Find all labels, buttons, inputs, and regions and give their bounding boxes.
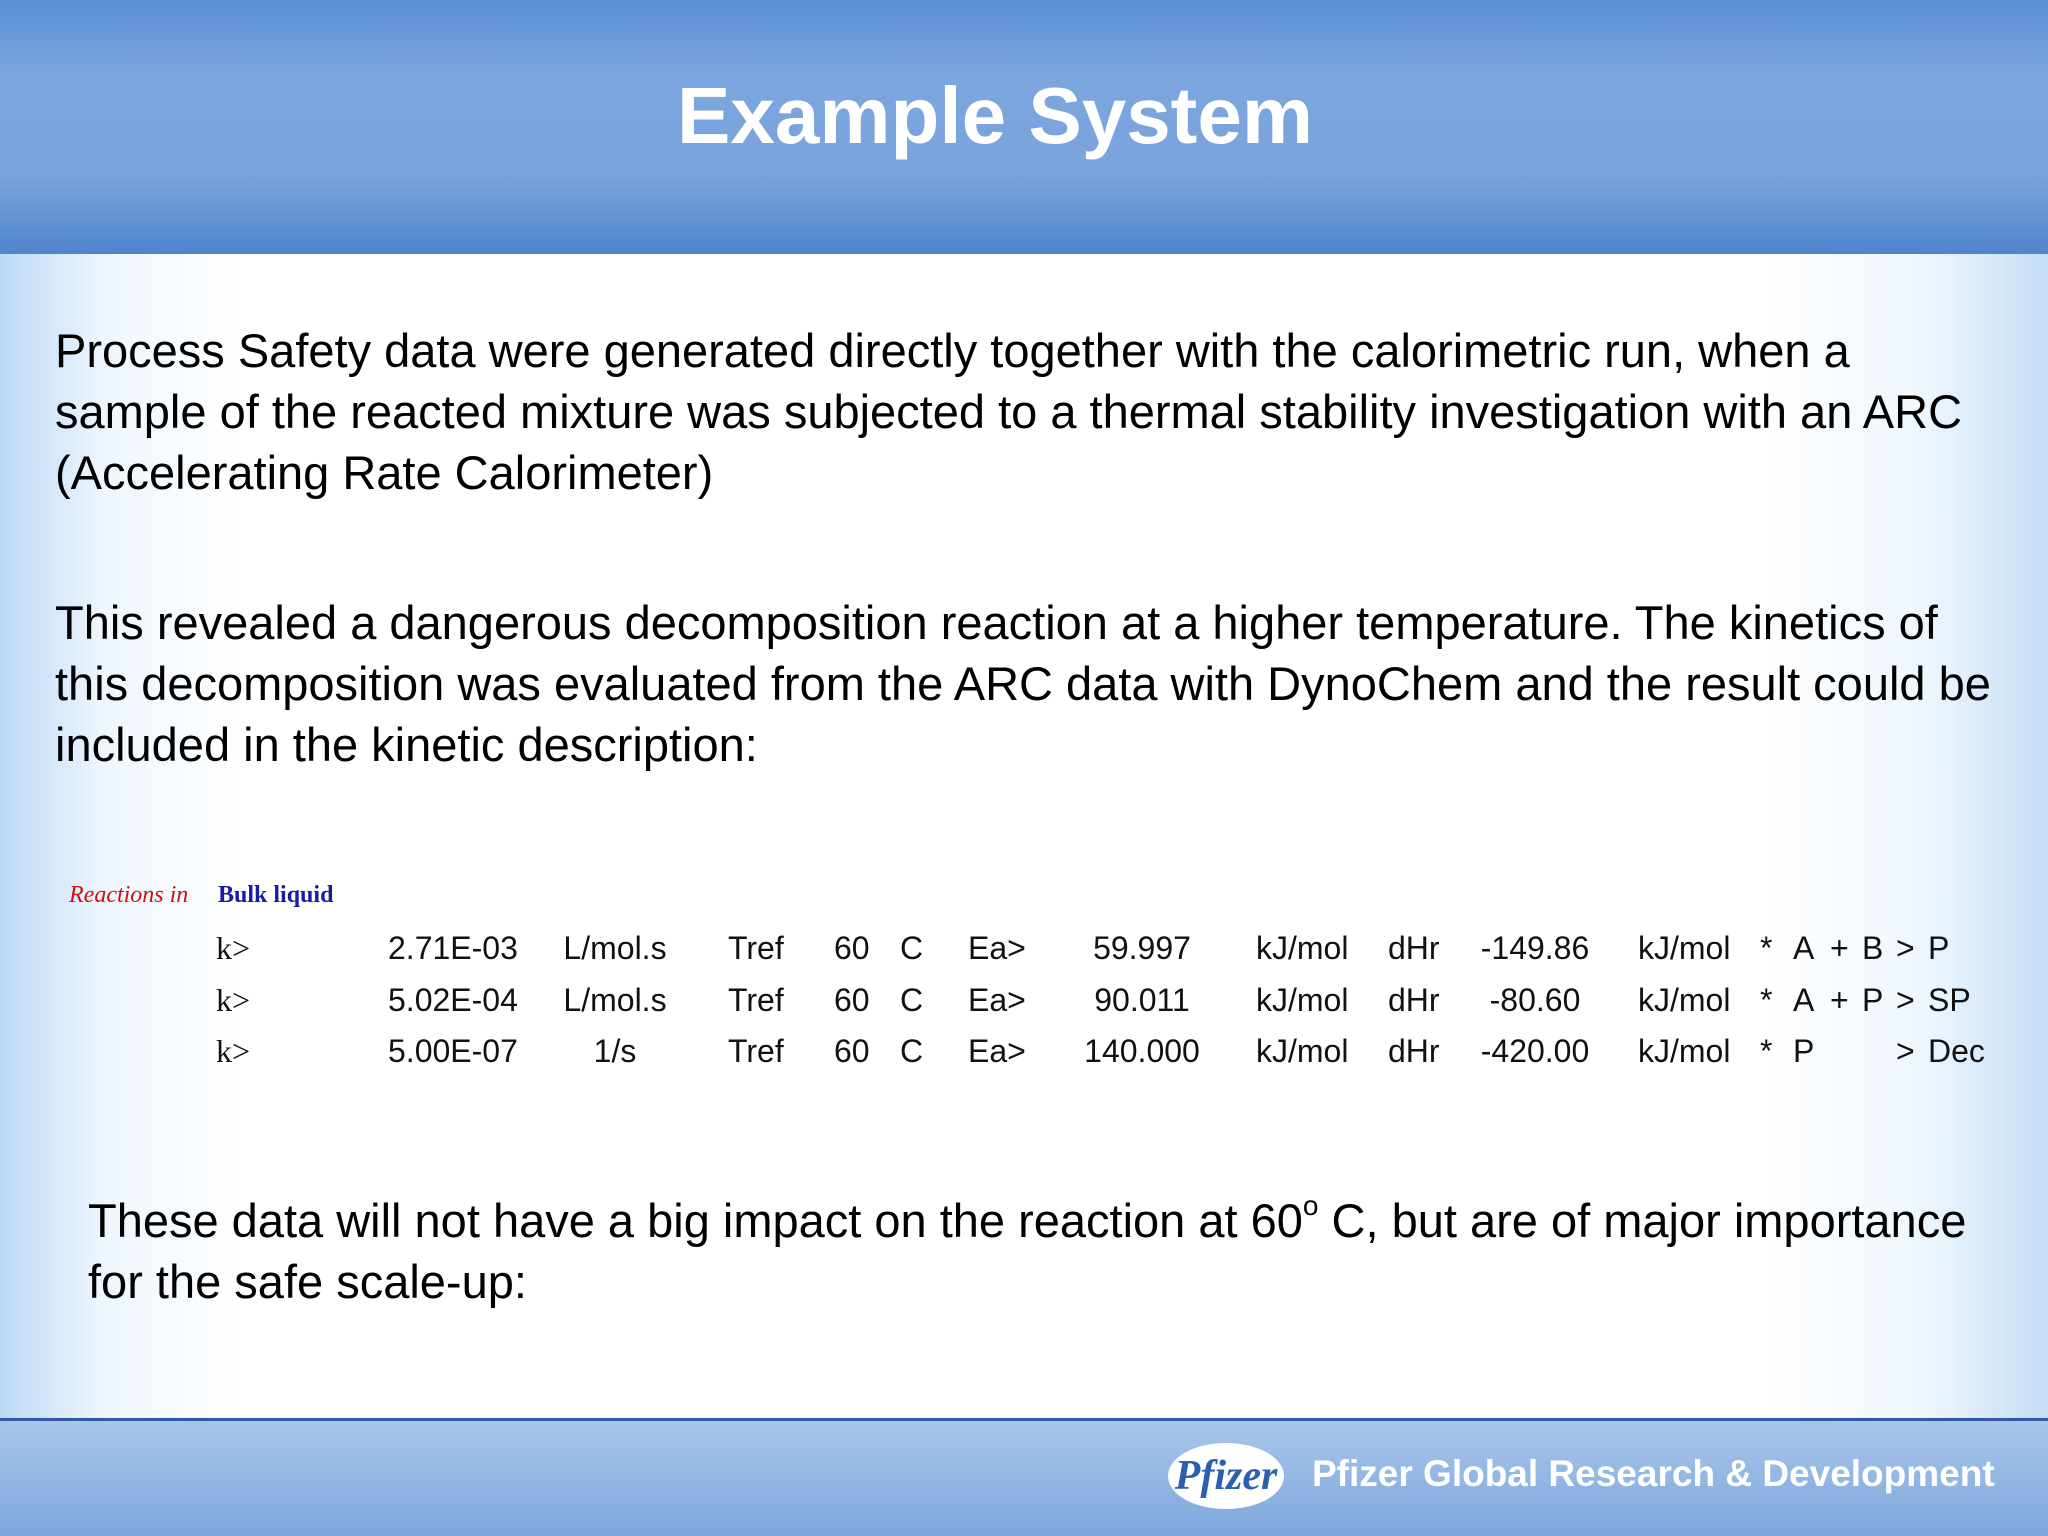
reactions-in-label: Reactions in (69, 882, 189, 908)
arrow-symbol: > (1896, 982, 1915, 1018)
temp-unit: C (900, 982, 924, 1018)
slide-header (0, 0, 2048, 254)
product: Dec (1928, 1033, 1985, 1069)
paragraph-decomposition: This revealed a dangerous decomposition reaction at a higher temperature. The kinetics of this decomposition was evaluated from the ARC data with DynoChem and the result could be included in the kinetic description: (55, 596, 1991, 771)
kinetics-row (0, 1033, 2048, 1077)
degree-superscript: o (1302, 1190, 1319, 1221)
star-symbol: * (1760, 982, 1773, 1018)
reactant-1: P (1793, 1033, 1815, 1069)
dhr-label: dHr (1388, 930, 1440, 966)
ea-unit: kJ/mol (1256, 982, 1349, 1018)
paragraph-impact-text-end: C, but are of major importance for the safe scale-up: (88, 1194, 1967, 1308)
ea-label: Ea> (968, 930, 1026, 966)
rate-unit: 1/s (593, 1033, 637, 1069)
reactant-1: A (1793, 982, 1815, 1018)
dhr-value: -420.00 (1480, 1033, 1590, 1069)
product: SP (1928, 982, 1971, 1018)
ea-label: Ea> (968, 1033, 1026, 1069)
rate-value: 5.00E-07 (388, 1033, 518, 1069)
ea-unit: kJ/mol (1256, 930, 1349, 966)
ea-value: 90.011 (1094, 982, 1190, 1018)
tref-value: 60 (834, 1033, 870, 1069)
temp-unit: C (900, 1033, 924, 1069)
rate-symbol: k> (216, 1033, 251, 1069)
rate-value: 5.02E-04 (388, 982, 518, 1018)
rate-symbol: k> (216, 982, 251, 1018)
rate-unit: L/mol.s (563, 982, 667, 1018)
dhr-unit: kJ/mol (1638, 930, 1731, 966)
reactant-2: P (1862, 982, 1884, 1018)
tref-label: Tref (728, 1033, 784, 1069)
rate-symbol: k> (216, 930, 251, 966)
slide-title: Example System (677, 71, 1313, 160)
dhr-value: -149.86 (1480, 930, 1590, 966)
ea-value: 140.000 (1084, 1033, 1200, 1069)
phase-label: Bulk liquid (218, 882, 334, 908)
product: P (1928, 930, 1950, 966)
company-name: Pfizer Global Research & Development (1312, 1453, 1995, 1494)
tref-value: 60 (834, 930, 870, 966)
tref-value: 60 (834, 982, 870, 1018)
tref-label: Tref (728, 982, 784, 1018)
arrow-symbol: > (1896, 1033, 1915, 1069)
arrow-symbol: > (1896, 930, 1915, 966)
star-symbol: * (1760, 1033, 1773, 1069)
reactant-2: B (1862, 930, 1884, 966)
rate-unit: L/mol.s (563, 930, 667, 966)
plus-symbol: + (1830, 982, 1849, 1018)
temp-unit: C (900, 930, 924, 966)
dhr-label: dHr (1388, 1033, 1440, 1069)
kinetics-row (0, 982, 2048, 1026)
rate-value: 2.71E-03 (388, 930, 518, 966)
ea-label: Ea> (968, 982, 1026, 1018)
paragraph-arc-intro: Process Safety data were generated directly together with the calorimetric run, when a sample of the reacted mixture was subjected to a thermal stability investigation with an ARC (Accelerating Rate Calorimeter) (55, 324, 1963, 499)
ea-unit: kJ/mol (1256, 1033, 1349, 1069)
pfizer-logo: Pfizer (1168, 1443, 1284, 1509)
plus-symbol: + (1830, 930, 1849, 966)
paragraph-impact-text: These data will not have a big impact on the reaction at 60 (88, 1194, 1303, 1247)
reactant-1: A (1793, 930, 1815, 966)
dhr-unit: kJ/mol (1638, 982, 1731, 1018)
dhr-value: -80.60 (1489, 982, 1581, 1018)
dhr-label: dHr (1388, 982, 1440, 1018)
ea-value: 59.997 (1093, 930, 1191, 966)
kinetics-row (0, 930, 2048, 974)
star-symbol: * (1760, 930, 1773, 966)
paragraph-impact (88, 1190, 1988, 1312)
dhr-unit: kJ/mol (1638, 1033, 1731, 1069)
tref-label: Tref (728, 930, 784, 966)
